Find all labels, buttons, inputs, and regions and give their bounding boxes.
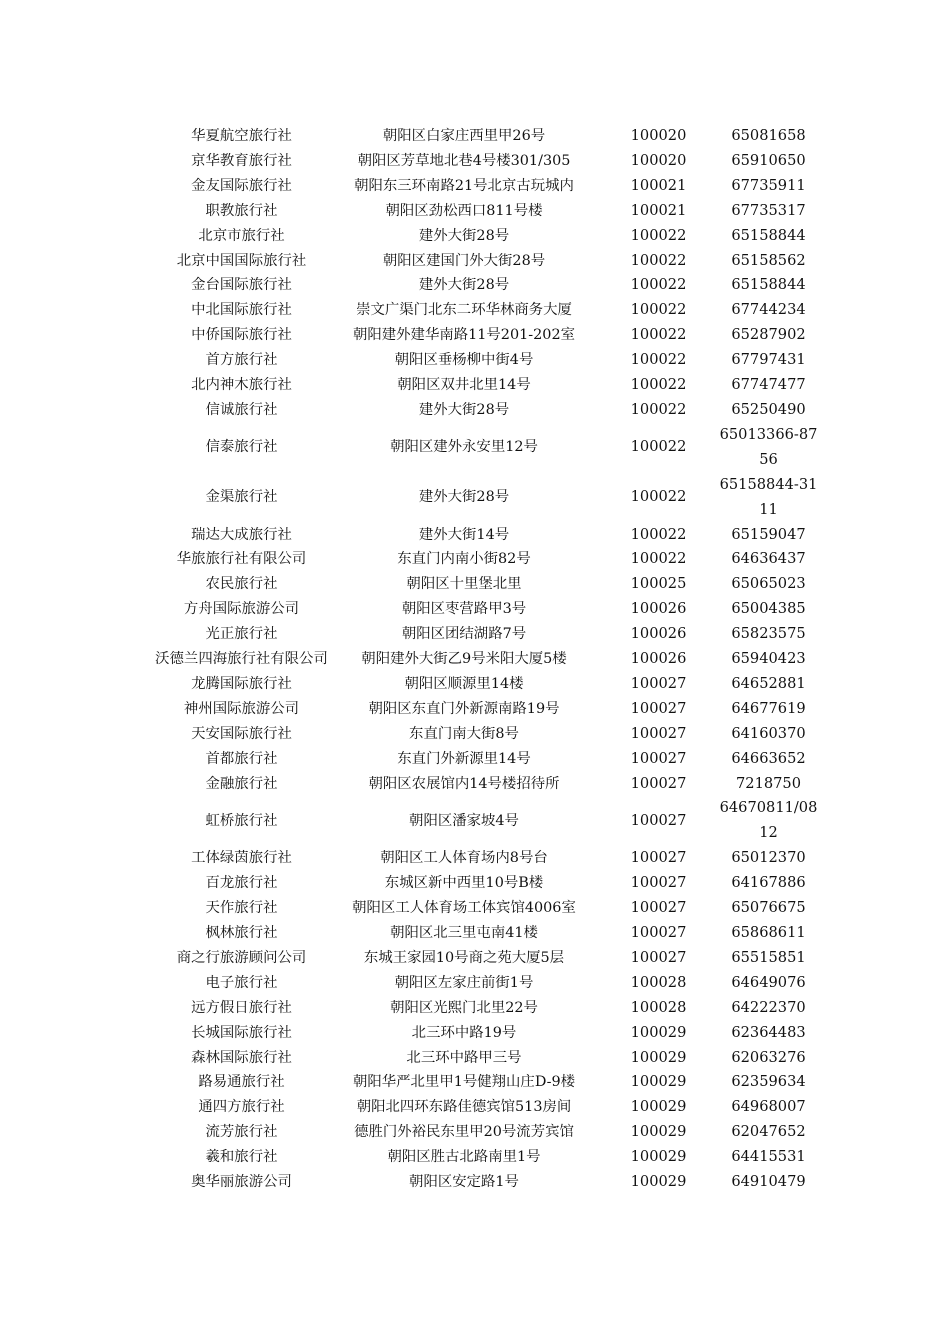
document-page xyxy=(155,124,820,1195)
table-row xyxy=(155,996,820,1021)
agency-name-cell: 天作旅行社 xyxy=(205,900,278,917)
phone-cell: 62063276 xyxy=(731,1048,806,1066)
postcode-cell: 100020 xyxy=(630,127,687,144)
table-row xyxy=(155,273,820,298)
phone-cell: 64652881 xyxy=(731,674,806,692)
address-cell: 朝阳建外大街乙9号米阳大厦5楼 xyxy=(361,651,567,668)
table-row xyxy=(155,1145,820,1170)
table-row xyxy=(155,523,820,548)
agency-name-cell: 龙腾国际旅行社 xyxy=(191,675,292,692)
table-row xyxy=(155,647,820,672)
phone-cell: 65823575 xyxy=(731,625,806,643)
postcode-cell: 100029 xyxy=(630,1173,687,1191)
phone-cell: 65158844 xyxy=(731,276,806,294)
phone-cell: 65076675 xyxy=(731,899,806,917)
table-row xyxy=(155,547,820,572)
address-cell: 东直门南大街8号 xyxy=(409,725,519,742)
postcode-cell: 100020 xyxy=(630,151,687,169)
phone-cell: 65159047 xyxy=(731,525,806,543)
postcode-cell: 100022 xyxy=(630,438,687,456)
table-row xyxy=(155,1120,820,1145)
address-cell: 朝阳区团结湖路7号 xyxy=(401,626,527,643)
agency-name-cell: 北京中国国际旅行社 xyxy=(176,252,307,269)
postcode-cell: 100027 xyxy=(630,811,687,829)
postcode-cell: 100028 xyxy=(630,973,687,991)
postcode-cell: 100027 xyxy=(630,774,687,792)
phone-cell: 7218750 xyxy=(736,774,801,792)
agency-name-cell: 首方旅行社 xyxy=(205,352,278,369)
phone-cell: 64636437 xyxy=(731,550,806,568)
table-row xyxy=(155,473,820,523)
table-row xyxy=(155,174,820,199)
address-cell: 朝阳区白家庄西里甲26号 xyxy=(382,128,546,144)
address-cell: 东直门外新源里14号 xyxy=(397,750,531,767)
address-cell: 朝阳区潘家坡4号 xyxy=(409,812,519,829)
phone-cell: 62359634 xyxy=(731,1073,806,1091)
table-row xyxy=(155,398,820,423)
address-cell: 东直门内南小街82号 xyxy=(397,551,531,568)
address-cell: 朝阳区建国门外大街28号 xyxy=(382,252,546,269)
table-row xyxy=(155,249,820,274)
table-body xyxy=(155,124,820,1195)
address-cell: 朝阳区工人体育场工体宾馆4006室 xyxy=(352,900,576,917)
phone-cell: 65250490 xyxy=(731,400,806,418)
address-cell: 建外大街28号 xyxy=(418,489,510,506)
phone-cell: 62364483 xyxy=(731,1023,806,1041)
table-row xyxy=(155,298,820,323)
address-cell: 朝阳区安定路1号 xyxy=(409,1174,519,1191)
agency-name-cell: 百龙旅行社 xyxy=(205,875,278,892)
address-cell: 朝阳区工人体育场内8号台 xyxy=(380,850,548,867)
agency-name-cell: 中侨国际旅行社 xyxy=(191,327,292,344)
agency-name-cell: 中北国际旅行社 xyxy=(191,302,292,319)
phone-cell: 65158844 xyxy=(731,226,806,244)
phone-cell: 67735317 xyxy=(731,201,806,219)
postcode-cell: 100029 xyxy=(630,1123,687,1141)
phone-cell: 65013366-8756 xyxy=(719,425,818,468)
agency-name-cell: 流芳旅行社 xyxy=(205,1124,278,1141)
agency-name-cell: 金渠旅行社 xyxy=(205,489,278,506)
address-cell: 朝阳北四环东路佳德宾馆513房间 xyxy=(356,1099,572,1116)
agency-name-cell: 华旅旅行社有限公司 xyxy=(176,551,307,568)
phone-cell: 65868611 xyxy=(731,924,806,941)
table-row xyxy=(155,1070,820,1095)
agency-name-cell: 信诚旅行社 xyxy=(205,401,278,418)
agency-name-cell: 枫林旅行社 xyxy=(205,925,278,941)
agency-name-cell: 通四方旅行社 xyxy=(198,1099,285,1116)
agency-name-cell: 神州国际旅游公司 xyxy=(183,700,300,717)
postcode-cell: 100022 xyxy=(630,400,687,418)
phone-cell: 65081658 xyxy=(731,127,806,144)
postcode-cell: 100022 xyxy=(630,525,687,543)
address-cell: 朝阳区双井北里14号 xyxy=(397,377,531,394)
phone-cell: 64677619 xyxy=(731,699,806,717)
agency-name-cell: 北京市旅行社 xyxy=(198,227,285,244)
table-row xyxy=(155,921,820,946)
address-cell: 建外大街28号 xyxy=(418,401,510,418)
phone-cell: 65940423 xyxy=(731,650,806,668)
postcode-cell: 100021 xyxy=(630,176,687,194)
table-row xyxy=(155,348,820,373)
address-cell: 朝阳区顺源里14楼 xyxy=(404,675,524,692)
agency-name-cell: 光正旅行社 xyxy=(205,626,278,643)
agency-name-cell: 北内神木旅行社 xyxy=(191,377,292,394)
address-cell: 朝阳区建外永安里12号 xyxy=(390,439,538,456)
postcode-cell: 100027 xyxy=(630,899,687,917)
address-cell: 北三环中路甲三号 xyxy=(406,1049,522,1066)
agency-name-cell: 长城国际旅行社 xyxy=(191,1024,292,1041)
phone-cell: 64222370 xyxy=(731,998,806,1016)
address-cell: 朝阳区垂杨柳中街4号 xyxy=(394,352,534,369)
table-row xyxy=(155,597,820,622)
table-row xyxy=(155,1046,820,1071)
address-cell: 朝阳区枣营路甲3号 xyxy=(401,601,527,618)
postcode-cell: 100029 xyxy=(630,1073,687,1091)
postcode-cell: 100027 xyxy=(630,724,687,742)
address-cell: 朝阳区左家庄前街1号 xyxy=(394,974,534,991)
phone-cell: 64415531 xyxy=(731,1148,806,1166)
postcode-cell: 100027 xyxy=(630,699,687,717)
postcode-cell: 100027 xyxy=(630,948,687,966)
table-row xyxy=(155,1095,820,1120)
agency-name-cell: 羲和旅行社 xyxy=(205,1149,278,1166)
agency-name-cell: 天安国际旅行社 xyxy=(191,725,292,742)
table-row xyxy=(155,124,820,149)
address-cell: 朝阳区芳草地北巷4号楼301/305 xyxy=(357,152,571,169)
address-cell: 朝阳华严北里甲1号健翔山庄D-9楼 xyxy=(352,1074,576,1091)
address-cell: 朝阳区光熙门北里22号 xyxy=(390,999,538,1016)
phone-cell: 65065023 xyxy=(731,575,806,593)
phone-cell: 64167886 xyxy=(731,874,806,892)
table-row xyxy=(155,772,820,797)
postcode-cell: 100026 xyxy=(630,625,687,643)
table-row xyxy=(155,971,820,996)
table-row xyxy=(155,846,820,871)
agency-name-cell: 远方假日旅行社 xyxy=(191,999,292,1016)
address-cell: 朝阳建外建华南路11号201-202室 xyxy=(352,327,575,344)
phone-cell: 65158562 xyxy=(731,251,806,269)
address-cell: 朝阳东三环南路21号北京古玩城内 xyxy=(354,177,574,194)
phone-cell: 64649076 xyxy=(731,973,806,991)
phone-cell: 64663652 xyxy=(731,749,806,767)
postcode-cell: 100026 xyxy=(630,650,687,668)
address-cell: 东城王家园10号商之苑大厦5层 xyxy=(363,949,565,966)
phone-cell: 65004385 xyxy=(731,600,806,618)
address-cell: 朝阳区北三里屯南41楼 xyxy=(390,925,538,941)
phone-cell: 65287902 xyxy=(731,326,806,344)
postcode-cell: 100022 xyxy=(630,276,687,294)
agency-name-cell: 电子旅行社 xyxy=(205,974,278,991)
table-row xyxy=(155,572,820,597)
postcode-cell: 100022 xyxy=(630,251,687,269)
address-cell: 朝阳区胜古北路南里1号 xyxy=(387,1149,541,1166)
postcode-cell: 100029 xyxy=(630,1048,687,1066)
address-cell: 朝阳区农展馆内14号楼招待所 xyxy=(368,775,560,792)
phone-cell: 65158844-3111 xyxy=(719,475,818,518)
address-cell: 德胜门外裕民东里甲20号流芳宾馆 xyxy=(354,1124,574,1141)
address-cell: 建外大街14号 xyxy=(418,526,510,543)
address-cell: 东城区新中西里10号B楼 xyxy=(384,875,544,892)
table-row xyxy=(155,224,820,249)
phone-cell: 64160370 xyxy=(731,724,806,742)
address-cell: 崇文广渠门北东二环华林商务大厦 xyxy=(356,302,572,319)
table-row xyxy=(155,1170,820,1195)
table-row xyxy=(155,199,820,224)
phone-cell: 67744234 xyxy=(731,301,806,319)
agency-name-cell: 金台国际旅行社 xyxy=(191,277,292,294)
table-row xyxy=(155,697,820,722)
agency-name-cell: 农民旅行社 xyxy=(205,576,278,593)
table-row xyxy=(155,896,820,921)
agency-name-cell: 瑞达大成旅行社 xyxy=(191,526,292,543)
table-row xyxy=(155,871,820,896)
postcode-cell: 100022 xyxy=(630,488,687,506)
address-cell: 建外大街28号 xyxy=(418,227,510,244)
table-row xyxy=(155,373,820,398)
postcode-cell: 100022 xyxy=(630,376,687,394)
table-row xyxy=(155,323,820,348)
table-row xyxy=(155,747,820,772)
address-cell: 北三环中路19号 xyxy=(411,1024,517,1041)
agency-name-cell: 信泰旅行社 xyxy=(205,439,278,456)
agency-name-cell: 路易通旅行社 xyxy=(198,1074,285,1091)
phone-cell: 67797431 xyxy=(731,351,806,369)
agency-name-cell: 商之行旅游顾问公司 xyxy=(176,949,307,966)
travel-agency-table xyxy=(155,124,820,1195)
postcode-cell: 100029 xyxy=(630,1098,687,1116)
phone-cell: 67747477 xyxy=(731,376,806,394)
phone-cell: 64968007 xyxy=(731,1098,806,1116)
agency-name-cell: 方舟国际旅游公司 xyxy=(183,601,300,618)
table-row xyxy=(155,946,820,971)
address-cell: 建外大街28号 xyxy=(418,277,510,294)
agency-name-cell: 森林国际旅行社 xyxy=(191,1049,292,1066)
address-cell: 朝阳区十里堡北里 xyxy=(406,576,522,593)
table-row xyxy=(155,1021,820,1046)
postcode-cell: 100022 xyxy=(630,226,687,244)
postcode-cell: 100026 xyxy=(630,600,687,618)
agency-name-cell: 京华教育旅行社 xyxy=(191,152,292,169)
postcode-cell: 100025 xyxy=(630,575,687,593)
phone-cell: 65910650 xyxy=(731,151,806,169)
table-row xyxy=(155,149,820,174)
postcode-cell: 100022 xyxy=(630,351,687,369)
agency-name-cell: 职教旅行社 xyxy=(205,202,278,219)
table-row xyxy=(155,672,820,697)
phone-cell: 62047652 xyxy=(731,1123,806,1141)
phone-cell: 67735911 xyxy=(731,176,806,194)
agency-name-cell: 虹桥旅行社 xyxy=(205,812,278,829)
postcode-cell: 100021 xyxy=(630,201,687,219)
address-cell: 朝阳区劲松西口811号楼 xyxy=(385,202,543,219)
phone-cell: 65515851 xyxy=(731,948,806,966)
postcode-cell: 100027 xyxy=(630,874,687,892)
table-row xyxy=(155,796,820,846)
agency-name-cell: 金融旅行社 xyxy=(205,775,278,792)
agency-name-cell: 金友国际旅行社 xyxy=(191,177,292,194)
postcode-cell: 100022 xyxy=(630,550,687,568)
postcode-cell: 100022 xyxy=(630,301,687,319)
phone-cell: 65012370 xyxy=(731,849,806,867)
postcode-cell: 100029 xyxy=(630,1023,687,1041)
postcode-cell: 100027 xyxy=(630,674,687,692)
postcode-cell: 100027 xyxy=(630,924,687,941)
postcode-cell: 100028 xyxy=(630,998,687,1016)
postcode-cell: 100022 xyxy=(630,326,687,344)
address-cell: 朝阳区东直门外新源南路19号 xyxy=(368,700,560,717)
table-row xyxy=(155,423,820,473)
table-row xyxy=(155,622,820,647)
table-row xyxy=(155,722,820,747)
phone-cell: 64670811/0812 xyxy=(719,799,818,842)
postcode-cell: 100027 xyxy=(630,749,687,767)
postcode-cell: 100029 xyxy=(630,1148,687,1166)
postcode-cell: 100027 xyxy=(630,849,687,867)
agency-name-cell: 首都旅行社 xyxy=(205,750,278,767)
agency-name-cell: 奥华丽旅游公司 xyxy=(191,1174,292,1191)
agency-name-cell: 工体绿茵旅行社 xyxy=(191,850,292,867)
agency-name-cell: 华夏航空旅行社 xyxy=(191,128,292,144)
agency-name-cell: 沃德兰四海旅行社有限公司 xyxy=(155,651,328,668)
phone-cell: 64910479 xyxy=(731,1173,806,1191)
